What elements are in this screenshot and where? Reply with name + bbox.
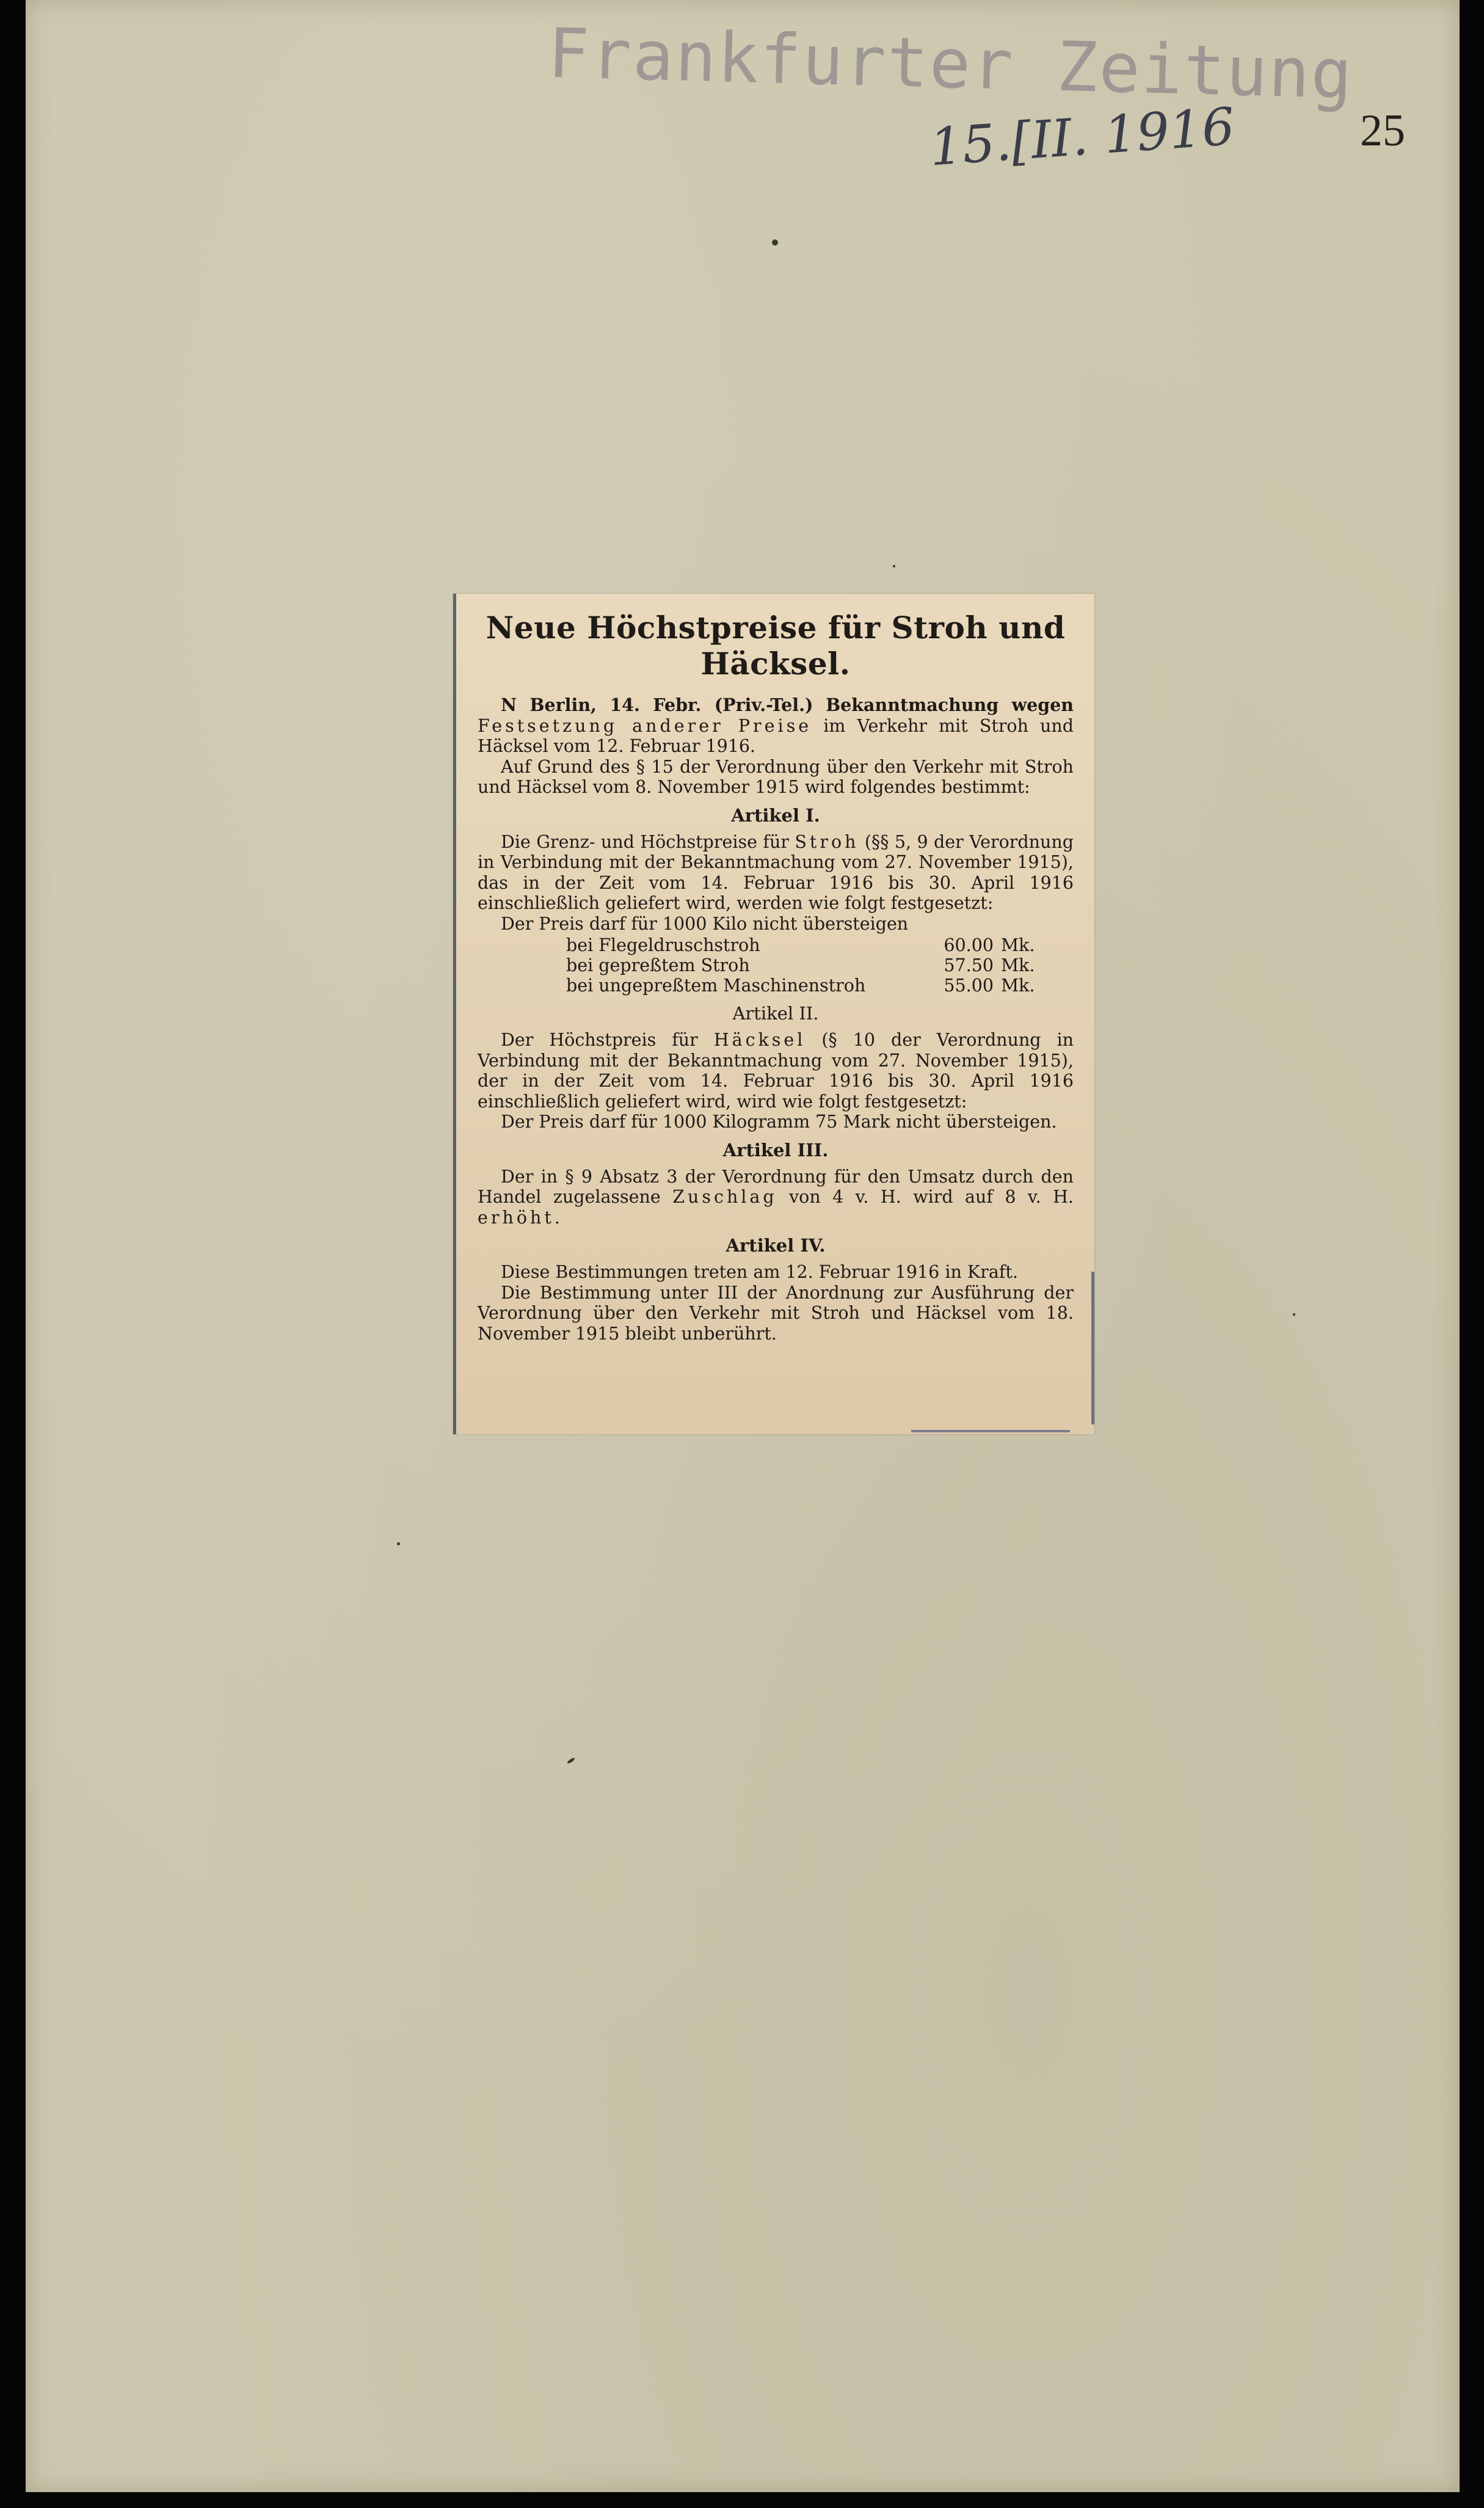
article-2-text-a: Der Höchstpreis für	[501, 1030, 698, 1050]
article-3-spaced-2: erhöht.	[478, 1207, 563, 1228]
article-1-text-b: (§§ 5, 9 der Verordnung in Verbindung mit der Bekanntmachung vom 27. November 1915), das in der Zeit vom 14. Februar 1916 bis 30. April 1916 einschließlich geliefert wird, werden wie folgt festgesetzt:	[478, 831, 1074, 913]
paper-speck	[772, 239, 778, 246]
article-1-text-a: Die Grenz- und Höchstpreise für	[501, 831, 789, 852]
article-3-heading: Artikel III.	[722, 1139, 829, 1161]
clipping-bottom-edge	[911, 1430, 1070, 1432]
clipping-left-edge	[453, 594, 456, 1434]
newspaper-clipping	[453, 594, 1094, 1434]
archive-sheet	[26, 0, 1460, 2492]
article-3-text-b: von 4 v. H. wird auf 8 v. H.	[789, 1187, 1074, 1207]
price-value: 60.00	[944, 935, 994, 955]
handwritten-date: 15.[II. 1916	[928, 96, 1237, 178]
article-1-text	[478, 832, 1074, 914]
price-label: bei gepreßtem Stroh	[566, 955, 750, 975]
price-label: bei Flegeldruschstroh	[566, 935, 760, 955]
price-intro: Der Preis darf für 1000 Kilo nicht übersteigen	[501, 913, 909, 934]
price-label: bei ungepreßtem Maschinenstroh	[566, 975, 866, 996]
intro-spaced-text: Festsetzung anderer Preise	[478, 715, 812, 736]
newspaper-stamp: Frankfurter Zeitung	[547, 13, 1355, 115]
legal-basis-paragraph: Auf Grund des § 15 der Verordnung über den Verkehr mit Stroh und Häcksel vom 8. November 1915 wird folgendes bestimmt:	[478, 756, 1074, 797]
article-3-text-a: Der in § 9 Absatz 3 der Verordnung für den Umsatz durch den Handel zugelassene	[478, 1166, 1074, 1207]
article-2-heading: Artikel II.	[732, 1003, 819, 1024]
clipping-title: Neue Höchstpreise für Stroh und Häcksel.	[486, 610, 1066, 682]
paper-speck	[1293, 1313, 1295, 1316]
price-value: 55.00	[944, 975, 994, 996]
paper-speck	[397, 1542, 400, 1545]
article-2-text	[478, 1030, 1074, 1112]
price-unit: Mk.	[1001, 975, 1035, 996]
price-table	[478, 935, 1035, 996]
page-number: 25	[1360, 106, 1405, 156]
intro-text: Bekanntmachung wegen	[826, 694, 1074, 715]
price-row	[478, 935, 1035, 955]
dateline: N Berlin, 14. Febr. (Priv.-Tel.)	[501, 694, 813, 715]
price-unit: Mk.	[1001, 935, 1035, 955]
article-2-text-c: Der Preis darf für 1000 Kilogramm 75 Mark nicht übersteigen.	[501, 1112, 1057, 1132]
article-4-text-a: Diese Bestimmungen treten am 12. Februar 1916 in Kraft.	[501, 1262, 1018, 1282]
price-row	[478, 975, 1035, 996]
price-value: 57.50	[944, 955, 994, 975]
article-2-text-b: (§ 10 der Verordnung in Verbindung mit der Bekanntmachung vom 27. November 1915), der in der Zeit vom 14. Februar 1916 bis 30. April 1916 einschließlich geliefert wird, wird wie folgt festgesetzt:	[478, 1030, 1074, 1112]
article-4-heading: Artikel IV.	[726, 1235, 826, 1256]
price-row	[478, 955, 1035, 975]
article-3-text	[478, 1167, 1074, 1228]
paper-speck	[893, 565, 895, 567]
price-unit: Mk.	[1001, 955, 1035, 975]
intro-text-2: im Verkehr mit Stroh und Häcksel vom 12. Februar 1916.	[478, 715, 1074, 756]
clipping-right-edge	[1091, 1272, 1094, 1424]
intro-paragraph	[478, 695, 1074, 757]
paper-speck	[567, 1757, 575, 1764]
article-2-spaced: Häcksel	[713, 1030, 806, 1050]
article-3-spaced: Zuschlag	[672, 1187, 777, 1207]
article-1-heading: Artikel I.	[731, 804, 820, 826]
article-4-text-b: Die Bestimmung unter III der Anordnung zur Ausführung der Verordnung über den Verkehr mit Stroh und Häcksel vom 18. November 1915 bleibt unberührt.	[478, 1282, 1074, 1344]
article-1-spaced: Stroh	[795, 831, 859, 852]
